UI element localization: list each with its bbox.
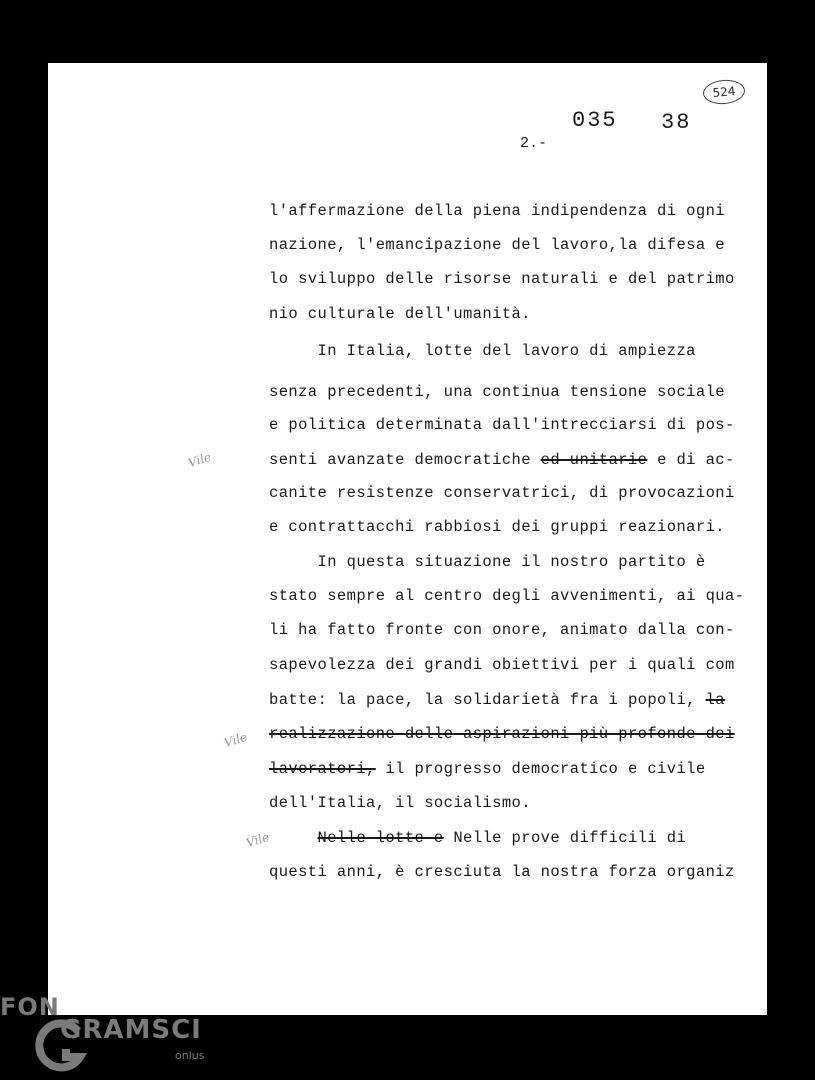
- struck-text: la: [705, 691, 725, 709]
- text-segment: nazione, l'emancipazione del lavoro,la difesa e: [269, 236, 725, 254]
- text-line: [269, 794, 531, 812]
- text-segment: stato sempre al centro degli avvenimenti, ai qua-: [269, 587, 745, 605]
- text-line: [269, 270, 735, 288]
- logo-text-sub: onlus: [175, 1049, 205, 1062]
- struck-text: lavoratori,: [269, 760, 376, 778]
- text-segment: batte: la pace, la solidarietà fra i popoli,: [269, 691, 706, 709]
- text-segment: l'affermazione della piena indipendenza di ogni: [269, 202, 725, 220]
- margin-note: Vile: [222, 729, 249, 751]
- text-line: [269, 553, 706, 571]
- text-segment: dell'Italia, il socialismo.: [269, 794, 531, 812]
- text-segment: senti avanzate democratiche: [269, 451, 541, 469]
- text-segment: canite resistenze conservatrici, di provocazioni: [269, 484, 735, 502]
- archive-number: 035: [572, 108, 618, 133]
- text-segment: e politica determinata dall'intrecciarsi di pos-: [269, 416, 735, 434]
- text-line: [269, 621, 735, 639]
- text-line: [269, 518, 725, 536]
- text-line: [269, 451, 735, 469]
- logo-text-main: GRAMSCI: [60, 1015, 202, 1045]
- archive-stamp: 524: [702, 78, 746, 106]
- page-number: 2.-: [520, 135, 548, 152]
- text-line: [269, 656, 735, 674]
- document-page: [48, 63, 767, 1015]
- text-segment: In questa situazione il nostro partito è: [269, 553, 706, 571]
- text-line: [269, 760, 706, 778]
- text-line: [269, 691, 725, 709]
- text-segment: e contrattacchi rabbiosi dei gruppi reazionari.: [269, 518, 725, 536]
- text-segment: [269, 829, 318, 847]
- struck-text: ed unitarie: [540, 451, 648, 469]
- text-segment: e di ac-: [647, 451, 735, 469]
- text-line: [269, 416, 735, 434]
- logo-text-top: FON: [0, 993, 60, 1021]
- struck-text: realizzazione delle aspirazioni più profonde dei: [269, 725, 735, 743]
- text-segment: questi anni, è cresciuta la nostra forza organiz: [269, 863, 735, 881]
- margin-note: Vile: [244, 829, 271, 851]
- text-line: [269, 236, 725, 254]
- text-segment: lo sviluppo delle risorse naturali e del patrimo: [269, 270, 735, 288]
- folio-number: 38: [661, 110, 692, 135]
- text-segment: In Italia, lotte del lavoro di ampiezza: [269, 342, 696, 360]
- struck-text: Nelle lotte e: [317, 829, 444, 847]
- margin-note: Vile: [186, 449, 213, 471]
- text-line: [269, 587, 744, 605]
- text-line: [269, 342, 696, 360]
- foundation-watermark-logo: [0, 985, 220, 1080]
- text-segment: Nelle prove difficili di: [443, 829, 687, 847]
- text-segment: sapevolezza dei grandi obiettivi per i quali com: [269, 656, 735, 674]
- text-line: [269, 202, 725, 220]
- text-line: [269, 863, 735, 881]
- text-segment: nio culturale dell'umanità.: [269, 305, 531, 323]
- text-line: [269, 484, 735, 502]
- text-segment: li ha fatto fronte con onore, animato dalla con-: [269, 621, 735, 639]
- text-segment: senza precedenti, una continua tensione sociale: [269, 383, 725, 401]
- text-line: [269, 383, 725, 401]
- text-line: [269, 305, 531, 323]
- text-line: [269, 725, 735, 743]
- text-line: [269, 829, 686, 847]
- text-segment: il progresso democratico e civile: [375, 760, 706, 778]
